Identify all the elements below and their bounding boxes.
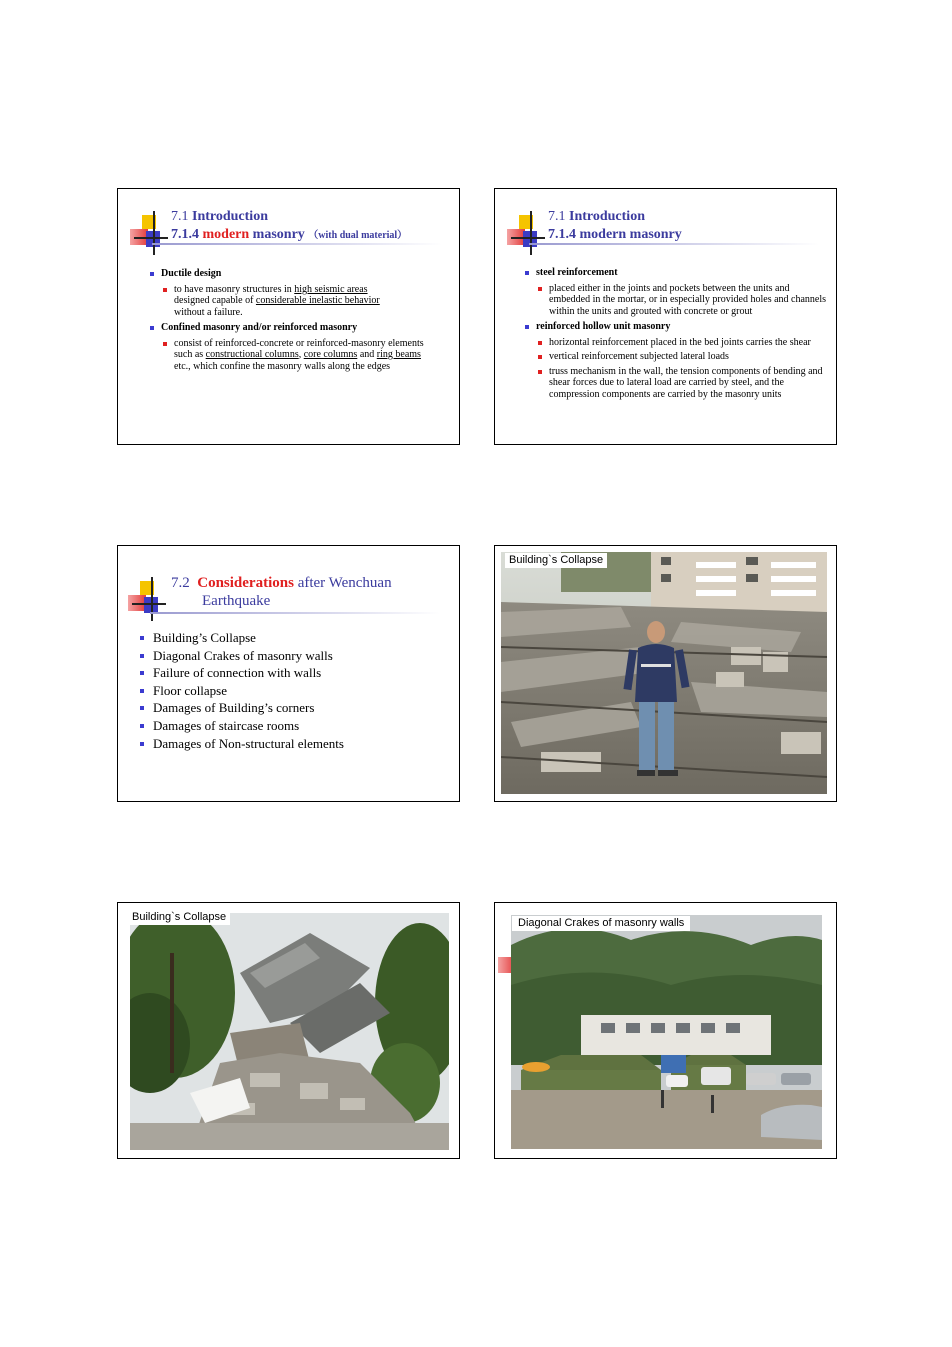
subsection-title: 7.1.4 modern masonry: [548, 227, 682, 242]
collapse-photo: [501, 552, 827, 794]
slide-logo-icon: [507, 215, 547, 259]
bullet-list: [148, 268, 438, 376]
collapse-photo: [130, 913, 449, 1150]
section-title-line2: Earthquake: [202, 593, 271, 609]
photo-caption: Building`s Collapse: [128, 910, 230, 925]
slide-collapse-photo-1: [494, 545, 837, 802]
list-item: horizontal reinforcement placed in the bed joints carries the shear: [536, 337, 828, 349]
list-item: Confined masonry and/or reinforced masonry consist of reinforced-concrete or reinforced-masonry elements such as constructional columns, core columns and ring beams etc., which confine the masonry walls along the edges: [148, 322, 438, 372]
photo-caption: Diagonal Crakes of masonry walls: [512, 916, 690, 931]
slide-modern-masonry-dual: [117, 188, 460, 445]
list-item: Damages of Non-structural elements: [139, 735, 439, 753]
considerations-list: [139, 629, 439, 752]
photo-caption: Building`s Collapse: [505, 553, 607, 568]
list-item: Diagonal Crakes of masonry walls: [139, 647, 439, 665]
subsection-number: 7.1.4: [171, 227, 199, 242]
title-rule: [150, 612, 440, 614]
list-item: Building’s Collapse: [139, 629, 439, 647]
highlight-word: Considerations: [197, 575, 294, 591]
camp-photo: [511, 915, 822, 1149]
title-note: （with dual material）: [308, 230, 408, 241]
list-item: to have masonry structures in high seismic areas designed capable of considerable inelastic behavior without a failure.: [161, 284, 401, 319]
list-item: truss mechanism in the wall, the tension components of bending and shear forces due to lateral load are carried by steel, and the compression components are carried by the masonry units: [536, 366, 828, 401]
slide-logo-icon: [130, 215, 170, 259]
list-item: vertical reinforcement subjected lateral loads: [536, 351, 828, 363]
list-item: placed either in the joints and pockets between the units and embedded in the mortar, or in especially provided holes and channels within the units and grouted with concrete or grout: [536, 283, 828, 318]
section-title: after Wenchuan: [297, 575, 392, 591]
section-number: 7.1: [548, 209, 566, 224]
slide-title: [171, 574, 392, 610]
slide-title: [548, 208, 682, 244]
section-title: Introduction: [569, 209, 645, 224]
list-item: reinforced hollow unit masonry horizontal reinforcement placed in the bed joints carries the shear vertical reinforcement subjected lateral loads truss mechanism in the wall, the tension components of bending and shear forces due to lateral load are carried by steel, and the compression components are carried by the masonry units: [523, 321, 828, 400]
list-item: Failure of connection with walls: [139, 664, 439, 682]
slide-logo-icon: [128, 581, 168, 625]
slide-title: [171, 208, 407, 245]
slide-considerations: [117, 545, 460, 802]
section-number: 7.1: [171, 209, 189, 224]
section-number: 7.2: [171, 575, 190, 591]
list-item: Ductile design to have masonry structures in high seismic areas designed capable of considerable inelastic behavior without a failure.: [148, 268, 438, 318]
list-item: Damages of staircase rooms: [139, 717, 439, 735]
subsection-title: masonry: [252, 227, 305, 242]
list-item: steel reinforcement placed either in the joints and pockets between the units and embedded in the mortar, or in especially provided holes and channels within the units and grouted with concrete or grout: [523, 267, 828, 317]
list-item: Floor collapse: [139, 682, 439, 700]
slide-collapse-photo-2: [117, 902, 460, 1159]
slide-steel-reinforcement: [494, 188, 837, 445]
slide-diagonal-cracks-photo: [494, 902, 837, 1159]
list-item: consist of reinforced-concrete or reinforced-masonry elements such as constructional columns, core columns and ring beams etc., which confine the masonry walls along the edges: [161, 338, 431, 373]
highlight-word: modern: [202, 227, 250, 242]
bullet-list: [523, 267, 828, 404]
section-title: Introduction: [192, 209, 268, 224]
list-item: Damages of Building’s corners: [139, 699, 439, 717]
